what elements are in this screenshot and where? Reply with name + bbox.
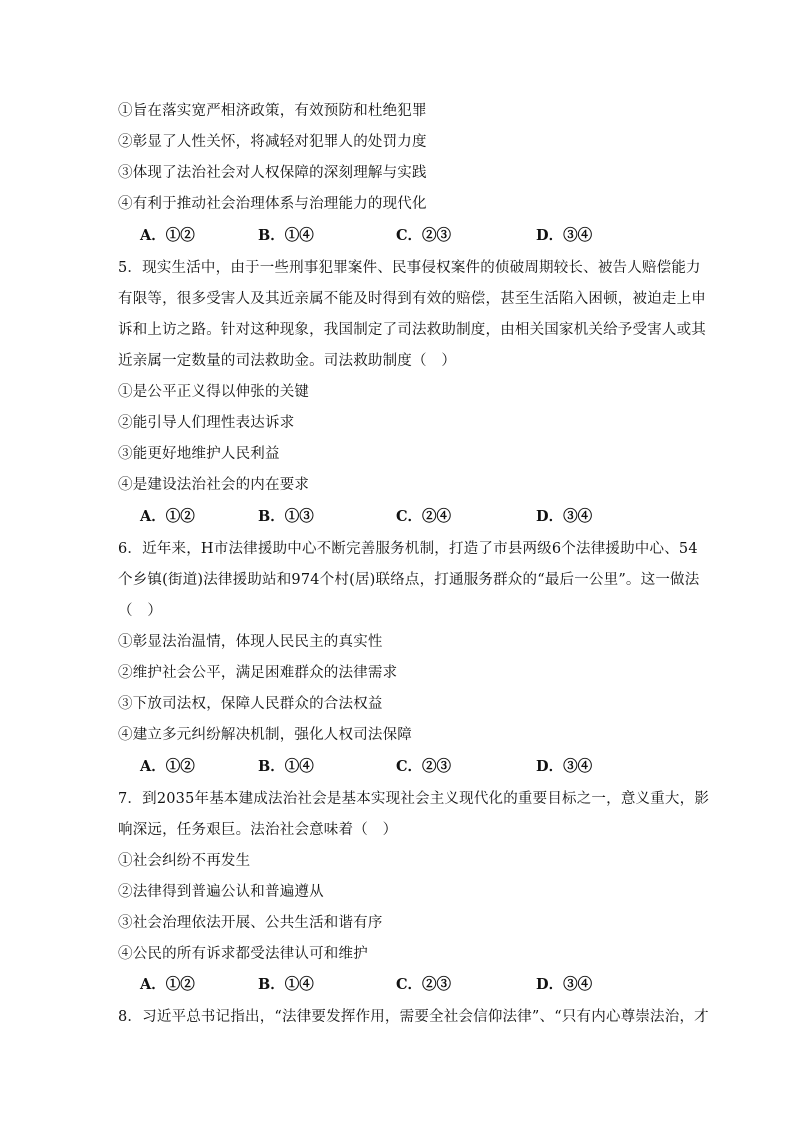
q4-item-3: ③体现了法治社会对人权保障的深刻理解与实践 [118,165,427,181]
q5-item-1: ①是公平正义得以伸张的关键 [118,384,310,400]
q5-stem-line-1: 5．现实生活中，由于一些刑事犯罪案件、民事侵权案件的侦破周期较长、被告人赔偿能力 [118,260,701,276]
q5-item-4: ④是建设法治社会的内在要求 [118,477,310,493]
q7-option-c: C．②③ [396,976,452,993]
q6-stem-line-2: 个乡镇(街道)法律援助站和974个村(居)联络点，打通服务群众的“最后一公里”。这一做法 [118,572,700,588]
q6-item-3: ③下放司法权，保障人民群众的合法权益 [118,696,383,712]
q7-option-b: B．①④ [258,976,314,993]
q4-item-1: ①旨在落实宽严相济政策，有效预防和杜绝犯罪 [118,103,427,119]
q6-option-c: C．②③ [396,758,452,775]
q7-stem-line-2: 响深远，任务艰巨。法治社会意味着（ ） [118,822,398,838]
q5-option-b: B．①③ [258,508,314,525]
q5-stem-line-2: 有限等，很多受害人及其近亲属不能及时得到有效的赔偿，甚至生活陷入困顿，被迫走上申 [118,291,706,307]
q5-stem-line-3: 诉和上访之路。针对这种现象，我国制定了司法救助制度，由相关国家机关给予受害人或其 [118,322,706,338]
q6-item-1: ①彰显法治温情，体现人民民主的真实性 [118,634,383,650]
q7-option-a: A．①② [140,976,195,993]
q7-item-1: ①社会纠纷不再发生 [118,853,251,869]
q4-option-d: D．③④ [536,227,593,244]
q6-stem-line-3: （ ） [118,603,163,619]
q4-item-4: ④有利于推动社会治理体系与治理能力的现代化 [118,196,427,212]
q5-option-a: A．①② [140,508,195,525]
q5-stem-line-4: 近亲属一定数量的司法救助金。司法救助制度（ ） [118,353,457,369]
q6-option-d: D．③④ [536,758,593,775]
q7-item-4: ④公民的所有诉求都受法律认可和维护 [118,946,368,962]
q5-option-d: D．③④ [536,508,593,525]
q6-option-b: B．①④ [258,758,314,775]
q7-item-3: ③社会治理依法开展、公共生活和谐有序 [118,915,383,931]
q7-option-d: D．③④ [536,976,593,993]
q4-item-2: ②彰显了人性关怀，将减轻对犯罪人的处罚力度 [118,134,427,150]
q4-option-c: C．②③ [396,227,452,244]
q6-item-4: ④建立多元纠纷解决机制，强化人权司法保障 [118,727,412,743]
q7-stem-line-1: 7．到2035年基本建成法治社会是基本实现社会主义现代化的重要目标之一，意义重大，影 [118,791,710,807]
q7-item-2: ②法律得到普遍公认和普遍遵从 [118,884,324,900]
q4-option-b: B．①④ [258,227,314,244]
q5-option-c: C．②④ [396,508,452,525]
q6-stem-line-1: 6．近年来，H市法律援助中心不断完善服务机制，打造了市县两级6个法律援助中心、54 [118,541,698,557]
q8-stem-line-1: 8．习近平总书记指出，“法律要发挥作用，需要全社会信仰法律”、“只有内心尊崇法治，才 [118,1009,709,1025]
q6-option-a: A．①② [140,758,195,775]
q6-item-2: ②维护社会公平，满足困难群众的法律需求 [118,665,398,681]
q4-option-a: A．①② [140,227,195,244]
q5-item-3: ③能更好地维护人民利益 [118,446,280,462]
q5-item-2: ②能引导人们理性表达诉求 [118,415,295,431]
